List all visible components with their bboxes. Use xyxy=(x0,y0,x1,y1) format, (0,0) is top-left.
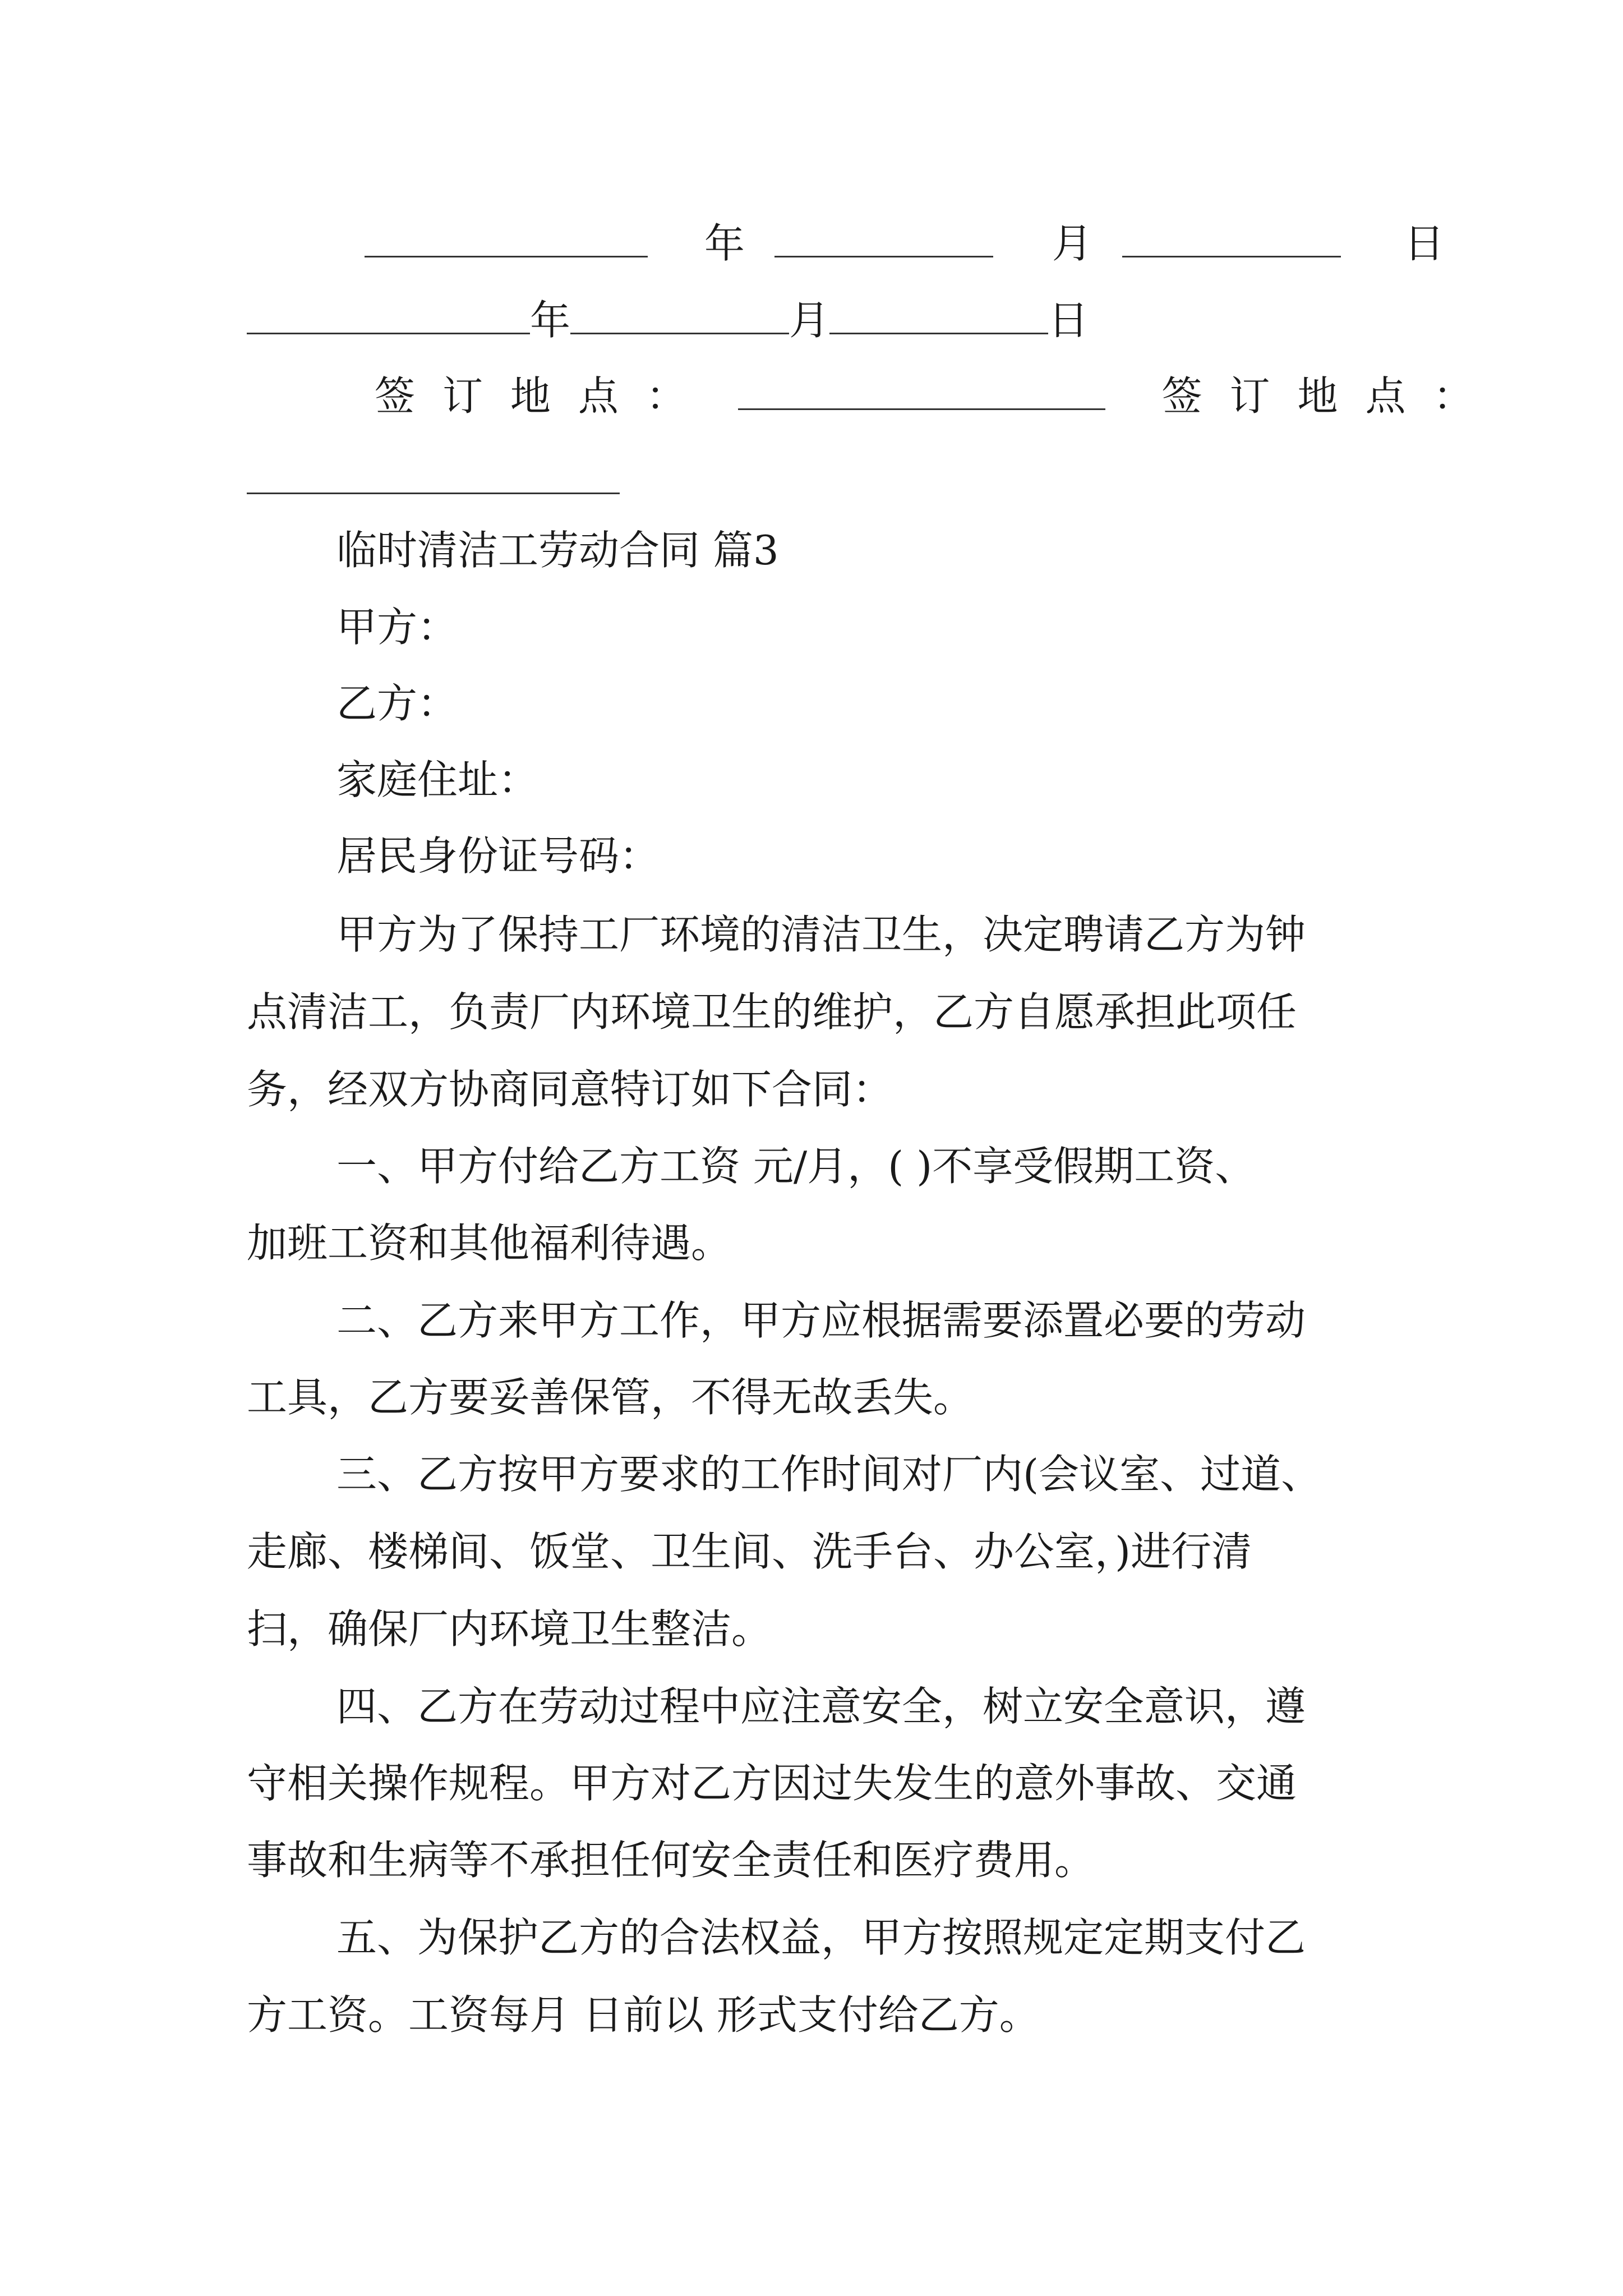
month-label: 月 xyxy=(789,297,830,344)
year-blank xyxy=(247,330,530,334)
signing-place-blank-b-line xyxy=(247,460,620,500)
body-line: 工具，乙方要妥善保管，不得无故丢失。 xyxy=(247,1374,974,1421)
signing-place-line xyxy=(375,372,1501,420)
body-line: 加班工资和其他福利待遇。 xyxy=(247,1220,732,1267)
date-line-2 xyxy=(247,297,1089,344)
day-blank xyxy=(829,330,1048,334)
body-line: 走廊、楼梯间、饭堂、卫生间、洗手台、办公室，)进行清 xyxy=(247,1528,1252,1575)
day-label: 日 xyxy=(1404,220,1445,267)
year-label: 年 xyxy=(530,297,571,344)
body-line: 扫，确保厂内环境卫生整洁。 xyxy=(247,1605,772,1653)
doc-title: 临时清洁工劳动合同 篇3 xyxy=(336,527,779,574)
year-blank xyxy=(365,254,648,257)
year-label: 年 xyxy=(704,220,745,267)
month-blank xyxy=(570,330,789,334)
signing-place-blank-b xyxy=(247,490,620,494)
body-line: 三、乙方按甲方要求的工作时间对厂内(会议室、过道、 xyxy=(336,1451,1322,1498)
signing-place-blank-a xyxy=(738,406,1105,410)
body-line: 事故和生病等不承担任何安全责任和医疗费用。 xyxy=(247,1837,1095,1884)
body-line: 甲方为了保持工厂环境的清洁卫生，决定聘请乙方为钟 xyxy=(336,911,1306,958)
body-line: 一、甲方付给乙方工资 元/月，( )不享受假期工资、 xyxy=(336,1143,1256,1190)
body-line: 点清洁工，负责厂内环境卫生的维护，乙方自愿承担此项任 xyxy=(247,988,1297,1036)
body-line: 二、乙方来甲方工作，甲方应根据需要添置必要的劳动 xyxy=(336,1297,1306,1344)
id-number-label: 居民身份证号码： xyxy=(336,832,660,880)
month-label: 月 xyxy=(1052,220,1092,267)
signing-place-label-a: 签订地点： xyxy=(375,372,714,420)
home-address-label: 家庭住址： xyxy=(336,756,539,803)
body-line: 四、乙方在劳动过程中应注意安全，树立安全意识，遵 xyxy=(336,1683,1306,1730)
body-line: 五、为保护乙方的合法权益，甲方按照规定定期支付乙 xyxy=(336,1914,1306,1961)
body-line: 守相关操作规程。甲方对乙方因过失发生的意外事故、交通 xyxy=(247,1760,1297,1807)
body-line: 务，经双方协商同意特订如下合同： xyxy=(247,1066,893,1113)
month-blank xyxy=(774,254,993,257)
party-a-label: 甲方： xyxy=(336,604,458,651)
date-line-1 xyxy=(365,220,1445,267)
day-label: 日 xyxy=(1048,297,1089,344)
signing-place-label-b: 签订地点： xyxy=(1161,372,1501,420)
day-blank xyxy=(1122,254,1341,257)
party-b-label: 乙方： xyxy=(336,680,458,727)
body-line: 方工资。工资每月 日前以 形式支付给乙方。 xyxy=(247,1991,1040,2039)
